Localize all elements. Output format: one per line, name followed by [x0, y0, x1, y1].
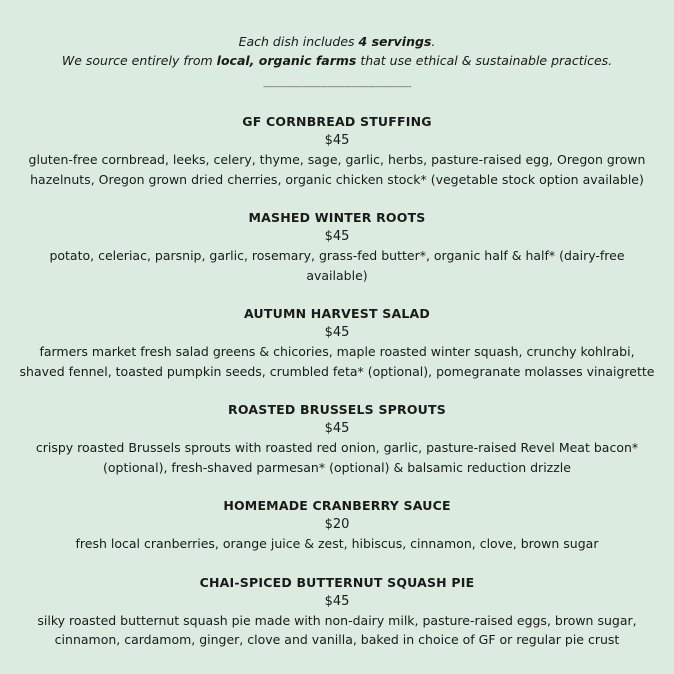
- dish-description: potato, celeriac, parsnip, garlic, rosemary, grass-fed butter*, organic half & half* (dairy-free available): [49, 248, 625, 283]
- dish-name: CHAI-SPICED BUTTERNUT SQUASH PIE: [199, 574, 475, 590]
- intro-line1-text: Each dish includes: [238, 34, 359, 49]
- dish-item: [7, 573, 667, 650]
- dish-description: gluten-free cornbread, leeks, celery, thyme, sage, garlic, herbs, pasture-raised egg, Oregon grown hazelnuts, Oregon grown dried cherries, organic chicken stock* (vegetable stock option available): [28, 152, 646, 187]
- dish-name: ROASTED BRUSSELS SPROUTS: [228, 402, 446, 417]
- dish-name: GF CORNBREAD STUFFING: [242, 114, 432, 129]
- intro-line2-text: We source entirely from: [61, 53, 217, 68]
- dish-item: [7, 112, 667, 189]
- dish-description: farmers market fresh salad greens & chicories, maple roasted winter squash, crunchy kohlrabi, shaved fennel, toasted pumpkin seeds, crumbled feta* (optional), pomegranate molasses vinaigrette: [19, 344, 655, 379]
- dish-name: MASHED WINTER ROOTS: [248, 210, 426, 225]
- dish-description: crispy roasted Brussels sprouts with roasted red onion, garlic, pasture-raised Revel Meat bacon* (optional), fresh-shaved parmesan* (optional) & balsamic reduction drizzle: [35, 440, 639, 475]
- dish-price: $20: [324, 517, 350, 532]
- intro-line-servings: [17, 32, 657, 51]
- dish-name: AUTUMN HARVEST SALAD: [244, 306, 430, 321]
- dish-description: fresh local cranberries, orange juice & zest, hibiscus, cinnamon, clove, brown sugar: [75, 536, 599, 551]
- intro-line2-end: that use ethical & sustainable practices.: [356, 53, 613, 68]
- dish-item: [7, 304, 667, 381]
- divider: --------------------------------------------------------------: [263, 82, 411, 91]
- dish-price: $45: [324, 421, 350, 436]
- dish-item: [7, 496, 667, 554]
- dish-name: HOMEMADE CRANBERRY SAUCE: [223, 498, 451, 513]
- dish-price: $45: [324, 133, 350, 148]
- dish-list: [0, 112, 674, 650]
- dish-item: [7, 208, 667, 285]
- dish-description: silky roasted butternut squash pie made with non-dairy milk, pasture-raised eggs, brown sugar, cinnamon, cardamom, ginger, clove and vanilla, baked in choice of GF or regular pie crust: [37, 612, 637, 647]
- dish-price: $45: [324, 593, 350, 609]
- intro-line-sourcing: [17, 51, 657, 70]
- farms-emphasis: local, organic farms: [216, 53, 357, 68]
- dish-price: $45: [324, 229, 350, 244]
- intro-text: [17, 32, 657, 70]
- intro-line1-end: .: [431, 34, 436, 49]
- dish-price: $45: [324, 325, 350, 340]
- servings-emphasis: 4 servings: [358, 34, 432, 49]
- dish-item: [7, 400, 667, 477]
